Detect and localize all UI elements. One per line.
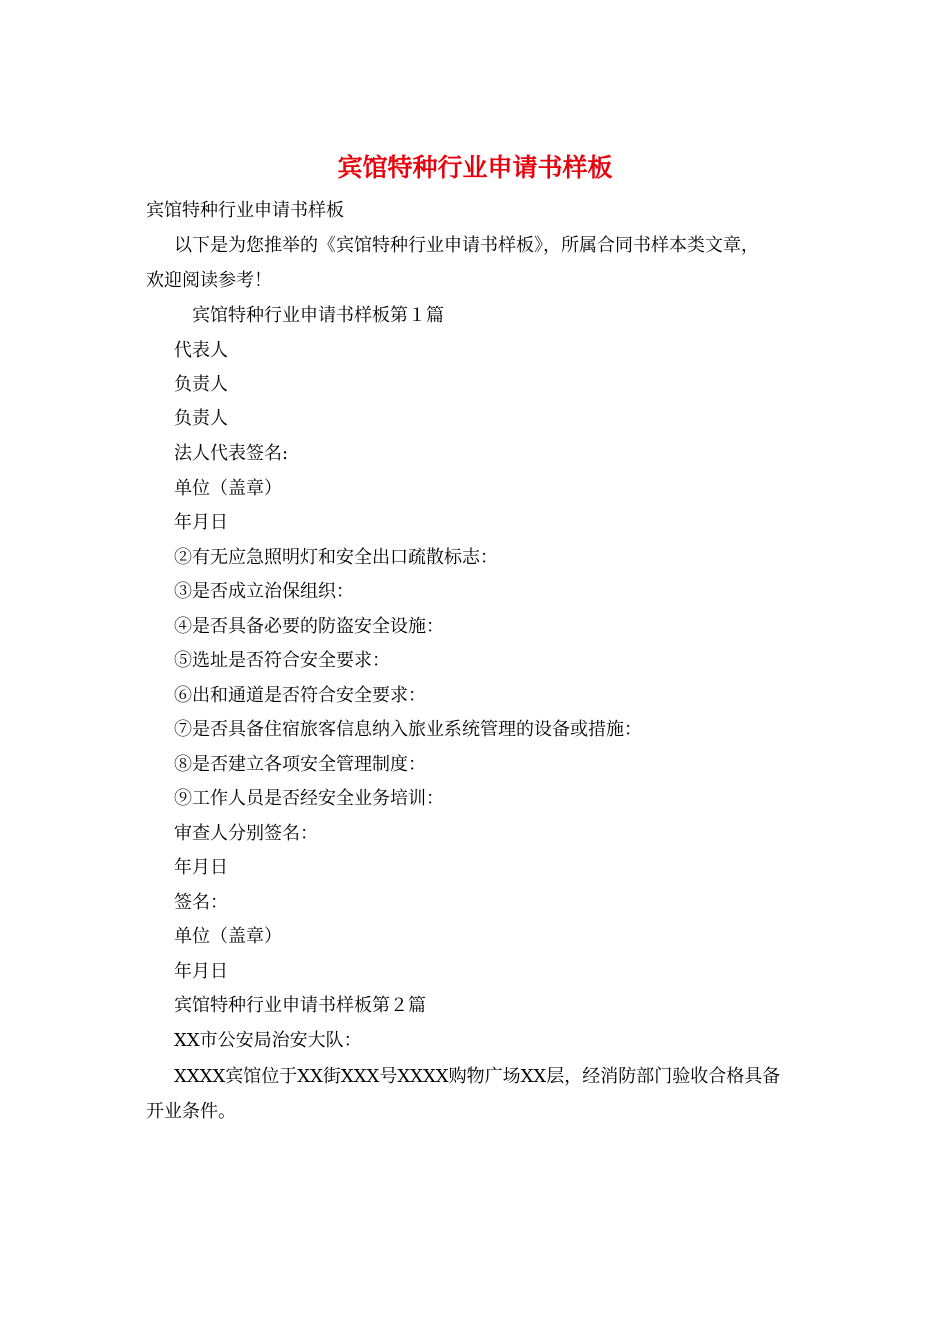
checklist-item: ⑨工作人员是否经安全业务培训：	[174, 788, 444, 809]
checklist-item: ⑥出和通道是否符合安全要求：	[174, 685, 426, 706]
form-line: 年月日	[174, 961, 228, 982]
intro-line-2: 欢迎阅读参考！	[146, 270, 272, 291]
subtitle-line: 宾馆特种行业申请书样板	[146, 200, 344, 221]
form-line: 负责人	[174, 374, 228, 395]
form-line: 年月日	[174, 512, 228, 533]
form-line: 审查人分别签名：	[174, 823, 318, 844]
checklist-item: ③是否成立治保组织：	[174, 581, 354, 602]
form-line: 单位（盖章）	[174, 926, 282, 947]
checklist-item: ②有无应急照明灯和安全出口疏散标志：	[174, 547, 498, 568]
checklist-item: ⑤选址是否符合安全要求：	[174, 650, 390, 671]
letter-body-line-2: 开业条件。	[146, 1101, 236, 1122]
form-line: 年月日	[174, 857, 228, 878]
letter-body-line-1: XXXX宾馆位于XX街XXX号XXXX购物广场XX层，经消防部门验收合格具备	[174, 1066, 781, 1087]
checklist-item: ⑧是否建立各项安全管理制度：	[174, 754, 426, 775]
form-line: 签名：	[174, 892, 228, 913]
checklist-item: ④是否具备必要的防盗安全设施：	[174, 616, 444, 637]
form-line: 法人代表签名:	[174, 443, 289, 464]
form-line: 单位（盖章）	[174, 478, 282, 499]
checklist-item: ⑦是否具备住宿旅客信息纳入旅业系统管理的设备或措施：	[174, 719, 642, 740]
letter-salutation: XX市公安局治安大队：	[174, 1030, 362, 1051]
document-title: 宾馆特种行业申请书样板	[337, 153, 613, 182]
form-line: 代表人	[174, 340, 228, 361]
form-line: 负责人	[174, 408, 228, 429]
intro-line-1: 以下是为您推举的《宾馆特种行业申请书样板》，所属合同书样本类文章，	[174, 235, 759, 256]
section-2-heading: 宾馆特种行业申请书样板第２篇	[174, 995, 426, 1016]
section-1-heading: 宾馆特种行业申请书样板第１篇	[192, 305, 444, 326]
